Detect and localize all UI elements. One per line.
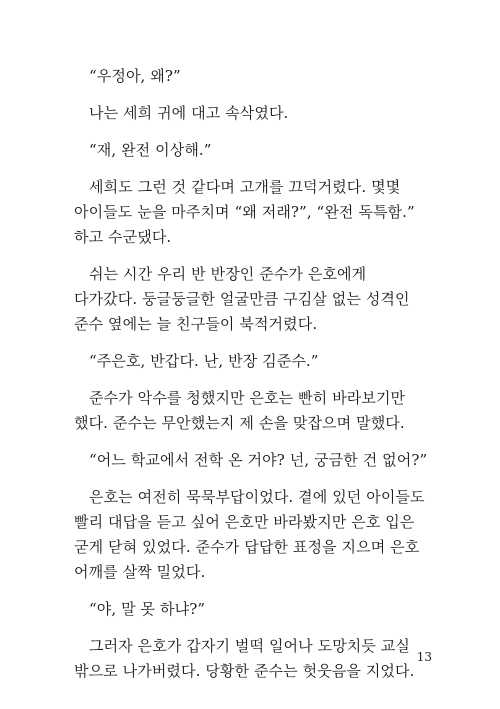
paragraph: 은호는 여전히 묵묵부답이었다. 곁에 있던 아이들도 빨리 대답을 듣고 싶어 은호만 바라봤지만 은호 입은 굳게 닫혀 있었다. 준수가 답답한 표정을 지으며 은호 어깨를 살짝 밀었다.	[74, 488, 425, 581]
paragraph: 쉬는 시간 우리 반 반장인 준수가 은호에게 다가갔다. 둥글둥글한 얼굴만큼 구김살 없는 성격인 준수 옆에는 늘 친구들이 북적거렸다.	[74, 265, 410, 333]
paragraph: “재, 완전 이상해.”	[89, 141, 212, 159]
paragraph: “어느 학교에서 전학 온 거야? 넌, 궁금한 건 없어?”	[89, 451, 428, 469]
paragraph: “야, 말 못 하냐?”	[89, 600, 206, 618]
paragraph: 준수가 악수를 청했지만 은호는 빤히 바라보기만 했다. 준수는 무안했는지 제 손을 맞잡으며 말했다.	[74, 389, 406, 432]
paragraph: 그러자 은호가 갑자기 벌떡 일어나 도망치듯 교실 밖으로 나가버렸다. 당황한 준수는 헛웃음을 지었다.	[74, 637, 415, 680]
paragraph: “우정아, 왜?”	[89, 67, 181, 85]
page-number: 13	[416, 650, 432, 664]
paragraph: 나는 세희 귀에 대고 속삭였다.	[89, 104, 289, 122]
body-text	[74, 64, 434, 684]
paragraph: 세희도 그런 것 같다며 고개를 끄덕거렸다. 몇몇 아이들도 눈을 마주치며 “왜 저래?”, “완전 독특함.” 하고 수군댔다.	[74, 178, 415, 246]
paragraph: “주은호, 반갑다. 난, 반장 김준수.”	[89, 352, 319, 370]
